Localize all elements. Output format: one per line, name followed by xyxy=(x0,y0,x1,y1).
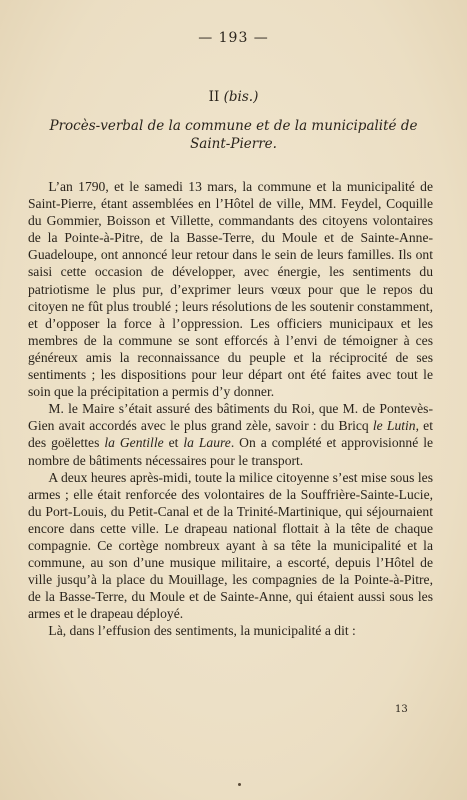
paragraph-1: L’an 1790, et le samedi 13 mars, la commune et la municipalité de Saint-Pierre, étant assemblées en l’Hôtel de ville, MM. Feydel, Coquille du Gommier, Boisson et Villette, commandants des citoyens volontaires de la Pointe-à-Pitre, de la Basse-Terre, du Moule et de Sainte-Anne-Guadeloupe, ont annoncé leur retour dans le sein de leurs familles. Ils ont saisi cette occasion de développer, avec énergie, les sentiments du patriotisme le plus pur, d’exprimer leurs vœux pour que le repos du citoyen ne fût plus troublé ; leurs résolutions de les soutenir constamment, et d’opposer la force à l’oppression. Les officiers municipaux et les membres de la commune se sont efforcés à l’envi de témoigner à ces généreux amis la reconnaissance du peuple et la réciprocité de ses sentiments ; les dispositions pour leur départ ont été faites avec tout le soin que la précipitation a permis d’y donner. xyxy=(28,179,433,400)
paragraph-4: Là, dans l’effusion des sentiments, la municipalité a dit : xyxy=(48,623,356,639)
section-number xyxy=(0,89,467,105)
section-title xyxy=(30,117,437,153)
paragraph-2 xyxy=(28,400,433,468)
title-line-2: Saint-Pierre. xyxy=(190,136,277,152)
ship-name-gentille: la Gentille xyxy=(104,435,164,451)
page-speck xyxy=(238,783,241,786)
paragraph-2-text-d: . On a complété et approvisionné le nombre de bâtiments nécessaires pour le transport. xyxy=(28,435,434,468)
ship-name-laure: la Laure xyxy=(183,435,231,451)
paragraph-2-text-a: M. le Maire s’était assuré des bâtiments du Roi, que M. de Pontevès-Gien avait accordés avec le plus grand zèle, savoir : du Bricq xyxy=(28,401,433,434)
title-line-1: Procès-verbal de la commune et de la municipalité de xyxy=(49,118,418,134)
ship-name-lutin: le Lutin xyxy=(372,418,416,434)
paragraph-2-text-c: et xyxy=(163,435,184,451)
section-suffix: (bis.) xyxy=(223,89,259,105)
body-text xyxy=(28,178,433,640)
paragraph-3: A deux heures après-midi, toute la milice citoyenne s’est mise sous les armes ; elle était renforcée des volontaires de la Souffrière-Sainte-Lucie, du Port-Louis, du Petit-Canal et de la Trinité-Martinique, qui séjournaient encore dans cette ville. Le drapeau national flottait à la tête de chaque compagnie. Ce cortège nombreux ayant à sa tête la municipalité et la commune, au son d’une musique militaire, a escorté, depuis l’Hôtel de ville jusqu’à la place du Mouillage, les compagnies de la Pointe-à-Pitre, de la Basse-Terre, du Moule et de Sainte-Anne, qui étaient aussi sous les armes et le drapeau déployé. xyxy=(28,469,433,622)
printer-signature: 13 xyxy=(395,704,408,715)
section-numeral: II xyxy=(208,89,220,105)
paragraph-2-text-b: , et des goëlettes xyxy=(28,418,433,451)
page-number: — 193 — xyxy=(198,30,269,46)
